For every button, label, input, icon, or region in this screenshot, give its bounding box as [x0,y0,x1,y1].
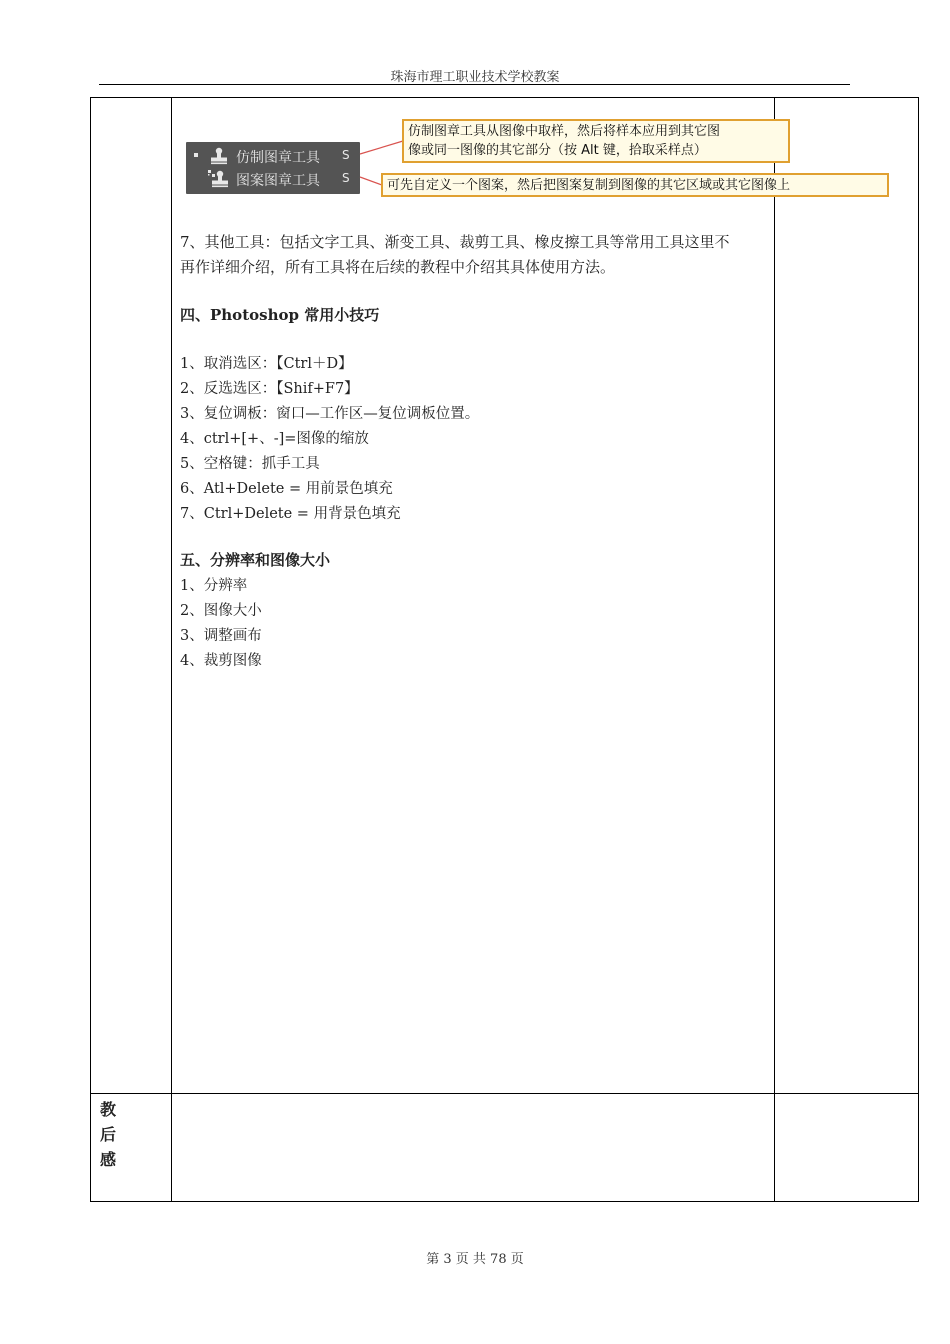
document-header: 珠海市理工职业技术学校教案 [390,70,560,85]
pattern-stamp-icon [208,170,230,188]
resolution-item: 1、分辨率 [180,578,248,594]
resolution-item: 2、图像大小 [180,603,262,619]
clone-stamp-callout [402,119,790,163]
table-right-border [918,97,919,1202]
callout-line: 仿制图章工具从图像中取样，然后将样本应用到其它图 [408,124,721,139]
table-bottom-border [90,1201,919,1202]
reflection-label-char: 感 [100,1150,117,1169]
stamp-tool-panel [186,142,360,194]
tip-item: 4、ctrl+[+、-]=图像的缩放 [180,431,369,447]
table-col-divider-1 [171,97,172,1202]
table-top-border [90,97,919,98]
tip-item: 5、空格键：抓手工具 [180,456,320,472]
reflection-label-char: 后 [100,1125,117,1144]
paragraph-line: 再作详细介绍，所有工具将在后续的教程中介绍其具体使用方法。 [180,258,616,276]
active-tool-bullet [194,153,198,157]
tip-item: 6、Atl+Delete = 用前景色填充 [180,481,393,497]
tips-heading: 四、Photoshop 常用小技巧 [180,306,380,324]
clone-stamp-icon [208,147,230,165]
pattern-stamp-callout [381,173,889,197]
tool-label: 仿制图章工具 [236,150,320,166]
tool-row-clone-stamp [186,145,360,167]
table-row-divider [90,1093,919,1094]
resolution-item: 4、裁剪图像 [180,653,262,669]
tool-row-pattern-stamp [186,168,360,190]
tool-label: 图案图章工具 [236,173,320,189]
tip-item: 3、复位调板：窗口—工作区—复位调板位置。 [180,406,480,422]
reflection-label-char: 教 [100,1100,117,1119]
paragraph-line: 7、其他工具：包括文字工具、渐变工具、裁剪工具、橡皮擦工具等常用工具这里不 [180,233,730,251]
header-rule [99,84,850,85]
callout-line: 可先自定义一个图案，然后把图案复制到图像的其它区域或其它图像上 [387,178,791,193]
connector-clone [360,141,403,154]
page-footer: 第 3 页 共 78 页 [426,1252,524,1267]
other-tools-paragraph [180,230,770,280]
resolution-item: 3、调整画布 [180,628,262,644]
callout-line: 像或同一图像的其它部分（按 Alt 键，拾取采样点） [408,143,707,158]
table-left-border [90,97,91,1202]
table-col-divider-2 [774,97,775,1202]
tip-item: 1、取消选区：【Ctrl＋D】 [180,356,353,372]
tool-shortcut: S [342,148,350,162]
tip-item: 7、Ctrl+Delete = 用背景色填充 [180,506,401,522]
tool-shortcut: S [342,171,350,185]
tip-item: 2、反选选区：【Shif+F7】 [180,381,359,397]
connector-pattern [360,177,382,185]
resolution-heading: 五、分辨率和图像大小 [180,551,331,569]
